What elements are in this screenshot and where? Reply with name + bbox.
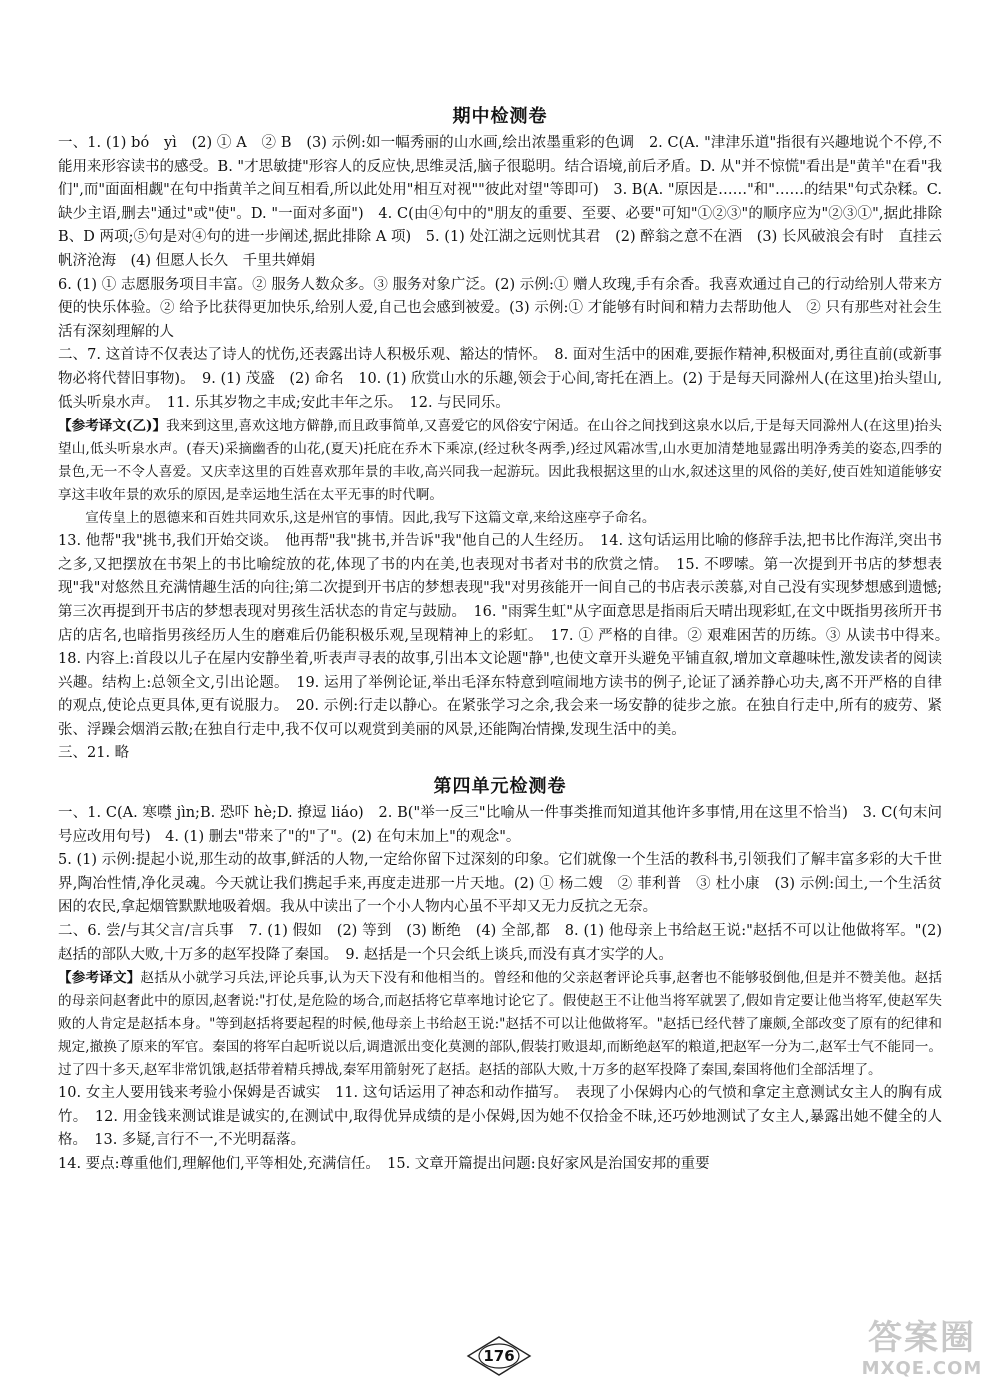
translation-label: 【参考译文(乙)】 [58,418,167,435]
watermark-logo: 答案圈 [868,1318,976,1358]
answer-paragraph: 三、21. 略 [58,745,130,762]
answer-paragraph: 二、7. 这首诗不仅表达了诗人的忧伤,还表露出诗人积极乐观、豁达的情怀。 8. 面对生活中的困难,要振作精神,积极面对,勇往直前(或新事物必将代替旧事物)。 9. (1) 茂盛 (2) 命名 10. (1) 欣赏山水的乐趣,领会于心间,寄托在酒上。(2) 于是每天同滁州人(在这里)抬头望山,低头听泉水声。 11. 乐其岁物之丰成;安此丰年之乐。 12. 与民同乐。 [58,347,942,411]
page-number-badge [466,1336,532,1376]
section-midterm [58,102,957,766]
translation-label: 【参考译文】 [58,970,141,987]
watermark [852,1318,992,1379]
answer-paragraph: 10. 女主人要用钱来考验小保姆是否诚实 11. 这句话运用了神态和动作描写。 表现了小保姆内心的气愤和拿定主意测试女主人的胸有成竹。 12. 用金钱来测试谁是诚实的,在测试中,取得优异成绩的是小保姆,因为她不仅拾金不昧,还巧妙地测试了女主人,暴露出她不健全的人格。 13. 多疑,言行不一,不光明磊落。 [58,1085,942,1149]
answer-paragraph: 一、1. C(A. 寒噤 jìn;B. 恐吓 hè;D. 撩逗 liáo) 2. B("举一反三"比喻从一件事类推而知道其他许多事情,用在这里不恰当) 3. C(句末问号应改用句号) 4. (1) 删去"带来了"的"了"。(2) 在句末加上"的观念"。 [58,805,942,845]
answer-page [58,96,957,1177]
watermark-url: MXQE.COM [861,1358,983,1379]
section-title: 期中检测卷 [452,106,548,127]
answer-paragraph: 5. (1) 示例:提起小说,那生动的故事,鲜活的人物,一定给你留下过深刻的印象。它们就像一个生活的教科书,引领我们了解丰富多彩的大千世界,陶冶性情,净化灵魂。今天就让我们携起手来,再度走进那一片天地。(2) ① 杨二嫂 ② 菲利普 ③ 杜小康 (3) 示例:闰土,一个生活贫困的农民,拿起烟管默默地吸着烟。我从中读出了一个小人物内心虽不平却又无力反抗之无奈。 [58,852,942,916]
reference-translation [58,415,942,507]
translation-text: 赵括从小就学习兵法,评论兵事,认为天下没有和他相当的。曾经和他的父亲赵奢评论兵事,赵奢也不能够驳倒他,但是并不赞美他。赵括的母亲问赵奢此中的原因,赵奢说:"打仗,是危险的场合,而赵括将它草率地讨论它了。假使赵王不让他当将军就罢了,假如肯定要让他当将军,使赵军失败的人肯定是赵括本身。"等到赵括将要起程的时候,他母亲上书给赵王说:"赵括不可以让他做将军。"赵括已经代替了廉颇,全部改变了原有的纪律和规定,撤换了原来的军官。秦国的将军白起听说以后,调遣派出变化莫测的部队,假装打败退却,而断绝赵军的粮道,把赵军一分为二,赵军士气不能同一。过了四十多天,赵军非常饥饿,赵括带着精兵搏战,秦军用箭射死了赵括。赵括的部队大败,十万多的赵军投降了秦国,秦国将他们全部活埋了。 [58,970,942,1079]
reference-translation [58,967,942,1082]
translation-text: 我来到这里,喜欢这地方僻静,而且政事简单,又喜爱它的风俗安宁闲适。在山谷之间找到这泉水以后,于是每天同滁州人(在这里)抬头望山,低头听泉水声。(春天)采摘幽香的山花,(夏天)托庇在乔木下乘凉,(经过秋冬两季,)经过风霜冰雪,山水更加清楚地显露出明净秀美的姿态,四季的景色,无一不令人喜爱。又庆幸这里的百姓喜欢那年景的丰收,高兴同我一起游玩。因此我根据这里的山水,叙述这里的风俗的美好,使百姓知道能够安享这丰收年景的欢乐的原因,是幸运地生活在太平无事的时代啊。 [58,418,942,504]
answer-paragraph: 一、1. (1) bó yì (2) ① A ② B (3) 示例:如一幅秀丽的山水画,绘出浓墨重彩的色调 2. C(A. "津津乐道"指很有兴趣地说个不停,不能用来形容读书的感受。B. "才思敏捷"形容人的反应快,思维灵活,脑子很聪明。结合语境,前后矛盾。D. 从"并不惊慌"看出是"黄羊"在看"我们",而"面面相觑"在句中指黄羊之间互相看,所以此处用"相互对视""彼此对望"等即可) 3. B(A. "原因是……"和"……的结果"句式杂糅。C. 缺少主语,删去"通过"或"使"。D. "一面对多面") 4. C(由④句中的"朋友的重要、至要、必要"可知"①②③"的顺序应为"②③①",据此排除 B、D 两项;⑤句是对④句的进一步阐述,据此排除 A 项) 5. (1) 处江湖之远则忧其君 (2) 醉翁之意不在酒 (3) 长风破浪会有时 直挂云帆济沧海 (4) 但愿人长久 千里共婵娟 [58,135,942,269]
answer-paragraph: 二、6. 尝/与其父言/言兵事 7. (1) 假如 (2) 等到 (3) 断绝 (4) 全部,都 8. (1) 他母亲上书给赵王说:"赵括不可以让他做将军。"(2) 赵括的部队大败,十万多的赵军投降了秦国。 9. 赵括是一个只会纸上谈兵,而没有真才实学的人。 [58,923,942,963]
section-title: 第四单元检测卷 [433,776,567,798]
page-number: 176 [483,1347,515,1365]
answer-paragraph: 6. (1) ① 志愿服务项目丰富。② 服务人数众多。③ 服务对象广泛。(2) 示例:① 赠人玫瑰,手有余香。我喜欢通过自己的行动给别人带来方便的快乐体验。② 给予比获得更加快乐,给别人爱,自己也会感到被爱。(3) 示例:① 才能够有时间和精力去帮助他人 ② 只有那些对社会生活有深刻理解的人 [58,276,942,340]
answer-paragraph: 14. 要点:尊重他们,理解他们,平等相处,充满信任。 15. 文章开篇提出问题:良好家风是治国安邦的重要 [58,1156,710,1172]
section-unit-four [58,772,942,1177]
answer-paragraph: 13. 他帮"我"挑书,我们开始交谈。 他再帮"我"挑书,并告诉"我"他自己的人生经历。 14. 这句话运用比喻的修辞手法,把书比作海洋,突出书之多,又把摆放在书架上的书比喻绽放的花,体现了书的内在美,也表现对书者对书的欣赏之情。 15. 不啰嗦。第一次提到开书店的梦想表现"我"对悠然且充满情趣生活的向往;第二次提到开书店的梦想表现"我"对男孩能开一间自己的书店表示羡慕,对自己没有实现梦想感到遗憾;第三次再提到开书店的梦想表现对男孩生活状态的肯定与鼓励。 16. "雨霁生虹"从字面意思是指雨后天晴出现彩虹,在文中既指男孩所开书店的店名,也暗指男孩经历人生的磨难后仍能积极乐观,呈现精神上的彩虹。 17. ① 严格的自律。② 艰难困苦的历练。③ 从读书中得来。 18. 内容上:首段以儿子在屋内安静坐着,听表声寻表的故事,引出本文论题"静",也使文章开头避免平铺直叙,增加文章趣味性,激发读者的阅读兴趣。结构上:总领全文,引出论题。 19. 运用了举例论证,举出毛泽东特意到喧闹地方读书的例子,论证了涵养静心功夫,离不开严格的自律的观点,使论点更具体,更有说服力。 20. 示例:行走以静心。在紧张学习之余,我会来一场安静的徒步之旅。在独自行走中,所有的疲劳、紧张、浮躁会烟消云散;在独自行走中,我不仅可以观赏到美丽的风景,还能陶冶情操,发现生活中的美。 [58,533,957,738]
reference-translation: 宣传皇上的恩德来和百姓共同欢乐,这是州官的事情。因此,我写下这篇文章,来给这座亭子命名。 [85,510,656,527]
